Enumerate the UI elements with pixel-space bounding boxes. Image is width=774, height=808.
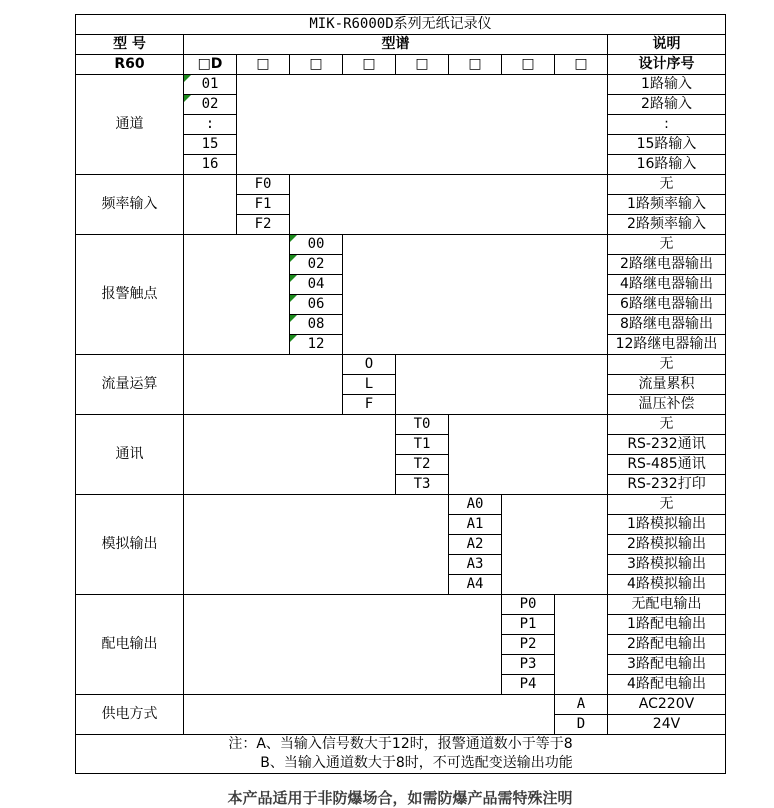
note-line-1: 注：A、当输入信号数大于12时，报警通道数小于等于8 <box>228 736 573 752</box>
code-cell: A1 <box>449 515 502 535</box>
spectrum-slot-cell: □D <box>184 55 237 75</box>
desc-cell: 2路输入 <box>608 95 726 115</box>
code-cell: F <box>343 395 396 415</box>
empty-cell <box>184 495 449 595</box>
code-cell: 15 <box>184 135 237 155</box>
desc-cell: 4路模拟输出 <box>608 575 726 595</box>
code-cell: T2 <box>396 455 449 475</box>
desc-cell: 15路输入 <box>608 135 726 155</box>
code-cell: F2 <box>237 215 290 235</box>
code-cell: 01 <box>184 75 237 95</box>
section-label-channel: 通道 <box>76 75 184 175</box>
empty-cell <box>184 235 290 355</box>
code-cell: 08 <box>290 315 343 335</box>
desc-cell: 3路模拟输出 <box>608 555 726 575</box>
desc-cell: 无 <box>608 175 726 195</box>
spectrum-slot-cell: □ <box>343 55 396 75</box>
desc-cell: 24V <box>608 715 726 735</box>
green-corner-marker <box>290 335 297 342</box>
code-cell: F1 <box>237 195 290 215</box>
footer-note: 本产品适用于非防爆场合，如需防爆产品需特殊注明 <box>227 789 573 807</box>
desc-cell: 4路继电器输出 <box>608 275 726 295</box>
code-cell: P4 <box>502 675 555 695</box>
empty-cell <box>184 175 237 235</box>
desc-cell: RS-485通讯 <box>608 455 726 475</box>
model-header-cell: 型 号 <box>76 35 184 55</box>
green-corner-marker <box>290 315 297 322</box>
code-cell: 02 <box>184 95 237 115</box>
desc-cell: 4路配电输出 <box>608 675 726 695</box>
code-cell: : <box>184 115 237 135</box>
desc-cell: 2路配电输出 <box>608 635 726 655</box>
section-label-analog-output: 模拟输出 <box>76 495 184 595</box>
empty-cell <box>290 175 608 235</box>
spectrum-slot-cell: □ <box>290 55 343 75</box>
code-cell: A0 <box>449 495 502 515</box>
section-label-flow-calculation: 流量运算 <box>76 355 184 415</box>
desc-cell: 8路继电器输出 <box>608 315 726 335</box>
code-cell: L <box>343 375 396 395</box>
code-cell: P1 <box>502 615 555 635</box>
desc-cell: RS-232通讯 <box>608 435 726 455</box>
code-cell: T1 <box>396 435 449 455</box>
section-label-alarm-contacts: 报警触点 <box>76 235 184 355</box>
desc-cell: 2路模拟输出 <box>608 535 726 555</box>
code-cell: 02 <box>290 255 343 275</box>
desc-cell: 1路配电输出 <box>608 615 726 635</box>
desc-cell: 12路继电器输出 <box>608 335 726 355</box>
empty-cell <box>502 495 608 595</box>
section-label-communication: 通讯 <box>76 415 184 495</box>
code-cell: 04 <box>290 275 343 295</box>
desc-cell: 2路继电器输出 <box>608 255 726 275</box>
green-corner-marker <box>184 95 191 102</box>
code-cell: F0 <box>237 175 290 195</box>
desc-cell: 流量累积 <box>608 375 726 395</box>
desc-cell: RS-232打印 <box>608 475 726 495</box>
code-cell: A2 <box>449 535 502 555</box>
code-cell: P3 <box>502 655 555 675</box>
empty-cell <box>184 355 343 415</box>
desc-cell: 3路配电输出 <box>608 655 726 675</box>
code-cell: D <box>555 715 608 735</box>
desc-cell: 温压补偿 <box>608 395 726 415</box>
empty-cell <box>343 235 608 355</box>
green-corner-marker <box>290 295 297 302</box>
empty-cell <box>184 595 502 695</box>
desc-cell: 16路输入 <box>608 155 726 175</box>
code-cell: A <box>555 695 608 715</box>
table-title: MIK-R6000D系列无纸记录仪 <box>76 15 726 35</box>
code-cell: P0 <box>502 595 555 615</box>
empty-cell <box>237 75 608 175</box>
desc-cell: 无 <box>608 415 726 435</box>
code-cell: 12 <box>290 335 343 355</box>
description-header-cell: 说明 <box>608 35 726 55</box>
spectrum-slot-cell: □ <box>449 55 502 75</box>
design-serial-header-cell: 设计序号 <box>608 55 726 75</box>
spectrum-header-cell: 型谱 <box>184 35 608 55</box>
green-corner-marker <box>184 75 191 82</box>
model-code-cell: R60 <box>76 55 184 75</box>
section-label-power-distribution-output: 配电输出 <box>76 595 184 695</box>
code-cell: A3 <box>449 555 502 575</box>
empty-cell <box>184 695 555 735</box>
code-cell: 06 <box>290 295 343 315</box>
spectrum-slot-cell: □ <box>396 55 449 75</box>
desc-cell: 6路继电器输出 <box>608 295 726 315</box>
spectrum-slot-cell: □ <box>237 55 290 75</box>
desc-cell: 2路频率输入 <box>608 215 726 235</box>
code-cell: T0 <box>396 415 449 435</box>
code-cell: O <box>343 355 396 375</box>
code-cell: 00 <box>290 235 343 255</box>
spectrum-slot-cell: □ <box>555 55 608 75</box>
code-cell: 16 <box>184 155 237 175</box>
note-line-2: B、当输入通道数大于8时，不可选配变送输出功能 <box>260 755 573 771</box>
empty-cell <box>184 415 396 495</box>
desc-cell: : <box>608 115 726 135</box>
green-corner-marker <box>290 255 297 262</box>
section-label-frequency-input: 频率输入 <box>76 175 184 235</box>
section-label-power-supply: 供电方式 <box>76 695 184 735</box>
green-corner-marker <box>290 235 297 242</box>
empty-cell <box>396 355 608 415</box>
desc-cell: 无 <box>608 355 726 375</box>
code-cell: P2 <box>502 635 555 655</box>
desc-cell: 无配电输出 <box>608 595 726 615</box>
spectrum-slot-cell: □ <box>502 55 555 75</box>
green-corner-marker <box>290 275 297 282</box>
desc-cell: 1路频率输入 <box>608 195 726 215</box>
desc-cell: 1路输入 <box>608 75 726 95</box>
product-spec-table <box>75 14 726 774</box>
empty-cell <box>555 595 608 695</box>
code-cell: A4 <box>449 575 502 595</box>
code-cell: T3 <box>396 475 449 495</box>
desc-cell: 无 <box>608 495 726 515</box>
desc-cell: 1路模拟输出 <box>608 515 726 535</box>
desc-cell: AC220V <box>608 695 726 715</box>
notes-cell <box>76 735 726 774</box>
empty-cell <box>449 415 608 495</box>
desc-cell: 无 <box>608 235 726 255</box>
